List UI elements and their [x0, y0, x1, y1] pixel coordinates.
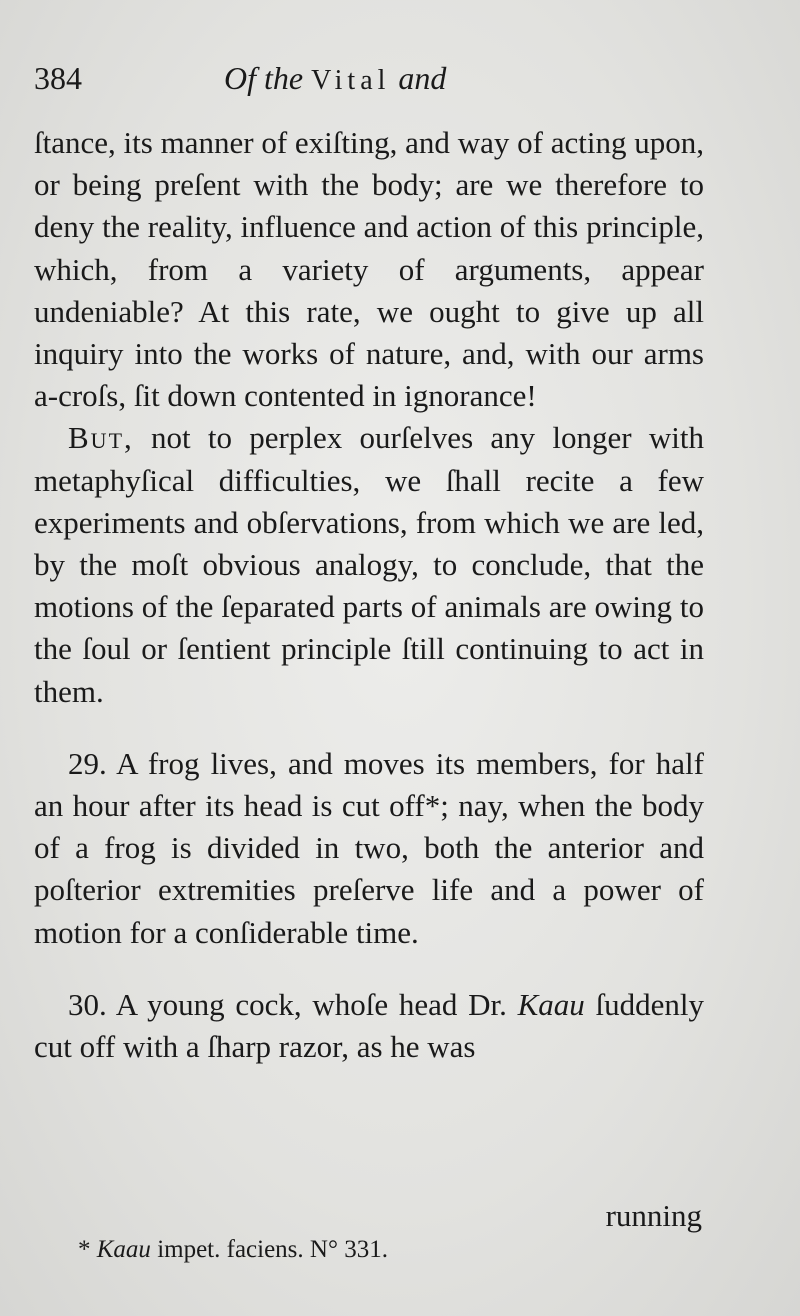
- running-title: [224, 60, 446, 97]
- title-prefix: Of the: [224, 60, 304, 96]
- title-smallcaps: Vital: [311, 65, 391, 96]
- paragraph-text: 30. A young cock, whoſe head Dr.: [68, 986, 518, 1022]
- footnote-author: Kaau: [96, 1236, 151, 1263]
- author-name: Kaau: [517, 986, 585, 1022]
- paragraph-29: 29. A frog lives, and moves its members, for half an hour after its head is cut off*; nay, when the body of a frog is divided in two, both the anterior and poſterior extremities preſerve life and a power of motion for a conſiderable time.: [34, 745, 704, 950]
- paragraph-text: ſuddenly cut off with a ſharp razor, as he was: [34, 986, 704, 1065]
- paragraph-text: not to perplex ourſelves any longer with metaphyſical difficulties, we ſhall recite a few experiments and obſervations, from which we are led, by the moſt obvious analogy, to conclude, that the motions of the ſeparated parts of animals are owing to the ſoul or ſentient principle ſtill continuing to act in them.: [34, 420, 704, 709]
- paragraph-lead: But,: [68, 420, 134, 456]
- catchword: running: [605, 1198, 702, 1233]
- title-suffix: and: [398, 60, 447, 96]
- page-number: 384: [34, 60, 82, 96]
- paragraph-30: [34, 984, 704, 1068]
- body-text: [34, 122, 704, 1068]
- running-header: [34, 60, 724, 110]
- paragraph-continued: ſtance, its manner of exiſting, and way of acting upon, or being preſent with the body; are we therefore to deny the reality, influence and action of this principle, which, from a variety of arguments, appear undeniable? At this rate, we ought to give up all inquiry into the works of nature, and, with our arms a-croſs, ſit down contented in ignorance!: [34, 125, 704, 414]
- footnote-text: impet. faciens. N° 331.: [150, 1236, 388, 1263]
- paragraph-but: [34, 417, 704, 712]
- footnote: [78, 1236, 388, 1264]
- footnote-marker: *: [78, 1236, 91, 1263]
